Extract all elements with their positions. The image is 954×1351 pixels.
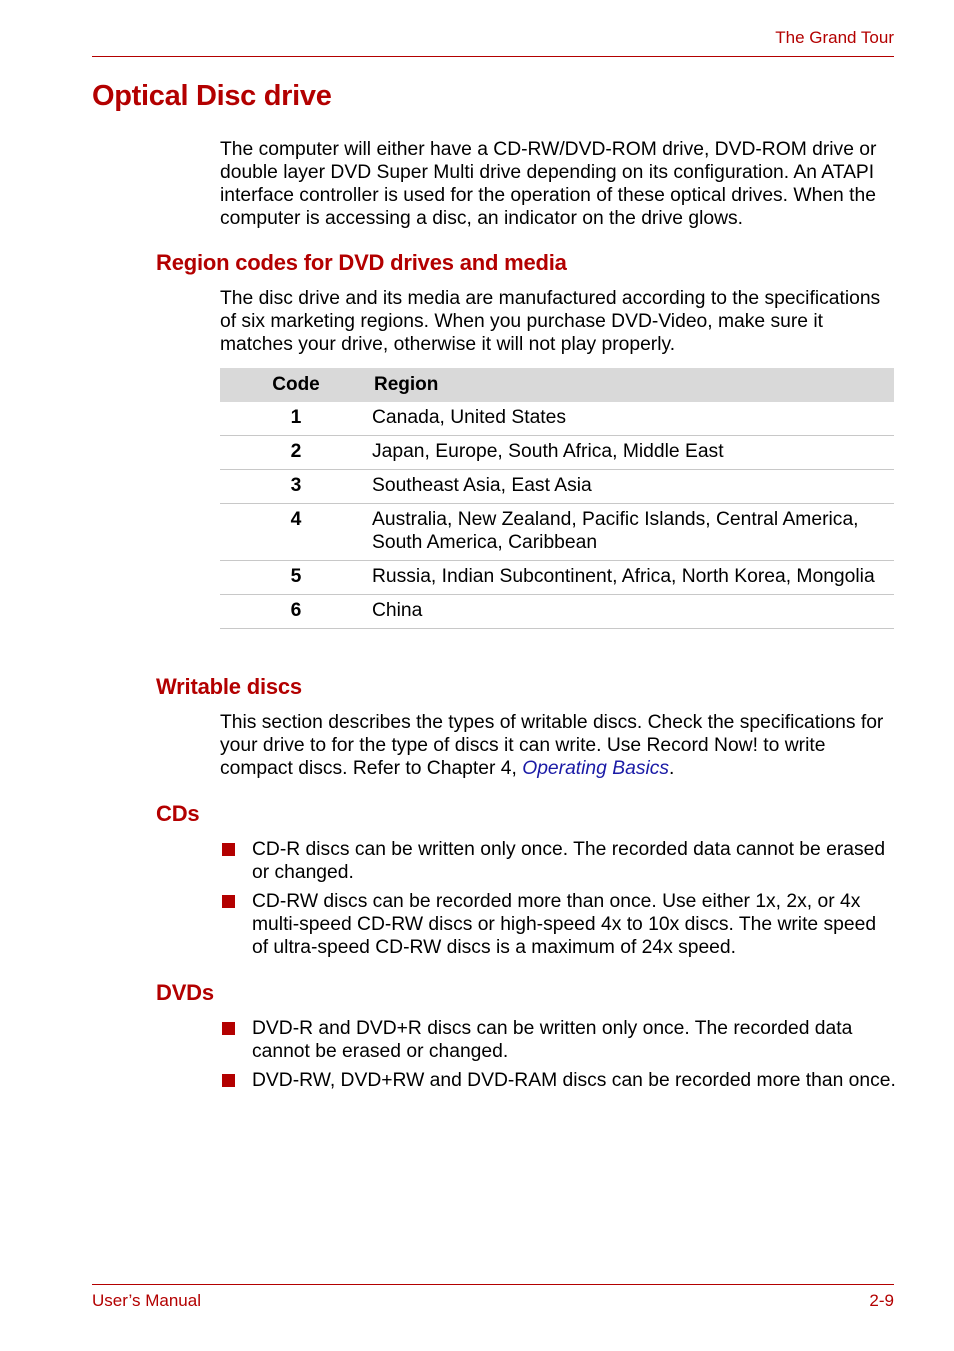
dvds-list: [220, 1017, 896, 1098]
bullet-square-icon: [222, 1022, 235, 1035]
list-item: [220, 1069, 896, 1092]
writable-discs-heading: Writable discs: [156, 674, 302, 699]
bullet-square-icon: [222, 1074, 235, 1087]
bullet-square-icon: [222, 843, 235, 856]
table-header-region: Region: [372, 368, 894, 402]
table-cell-code: 2: [220, 436, 372, 470]
table-cell-code: 4: [220, 504, 372, 561]
table-cell-region: Australia, New Zealand, Pacific Islands, Central America, South America, Caribbean: [372, 504, 894, 561]
table-cell-region: Russia, Indian Subcontinent, Africa, North Korea, Mongolia: [372, 561, 894, 595]
list-item: [220, 1017, 896, 1063]
table-cell-code: 3: [220, 470, 372, 504]
region-codes-paragraph: The disc drive and its media are manufactured according to the specifications of six marketing regions. When you purchase DVD-Video, make sure it matches your drive, otherwise it will not play properly.: [220, 288, 881, 355]
footer-manual-title: User’s Manual: [92, 1291, 201, 1310]
table-cell-code: 1: [220, 402, 372, 436]
list-item: [220, 890, 896, 959]
table-row: [220, 595, 894, 629]
page-number: 2-9: [869, 1291, 894, 1310]
table-header-row: [220, 368, 894, 402]
table-row: [220, 436, 894, 470]
table-cell-region: Japan, Europe, South Africa, Middle East: [372, 436, 894, 470]
running-header: The Grand Tour: [775, 28, 894, 47]
table-row: [220, 402, 894, 436]
table-row: [220, 504, 894, 561]
region-codes-heading: Region codes for DVD drives and media: [156, 250, 567, 275]
region-codes-table: [220, 368, 894, 629]
table-cell-region: Canada, United States: [372, 402, 894, 436]
page-title: Optical Disc drive: [92, 80, 332, 112]
bullet-square-icon: [222, 895, 235, 908]
writable-discs-text: This section describes the types of writable discs. Check the specifications for your drive to for the type of discs it can write. Use Record Now! to write compact discs. Refer to Chapter 4,: [220, 712, 884, 779]
table-row: [220, 561, 894, 595]
header-rule: [92, 56, 894, 57]
table-row: [220, 470, 894, 504]
list-item-text: CD-RW discs can be recorded more than once. Use either 1x, 2x, or 4x multi-speed CD-RW discs or high-speed 4x to 10x discs. The write speed of ultra-speed CD-RW discs is a maximum of 24x speed.: [252, 891, 877, 958]
cds-list: [220, 838, 896, 965]
list-item-text: DVD-R and DVD+R discs can be written only once. The recorded data cannot be erased or changed.: [252, 1018, 853, 1062]
writable-discs-suffix: .: [669, 758, 675, 779]
footer-rule: [92, 1284, 894, 1285]
writable-discs-paragraph: [220, 711, 896, 780]
list-item-text: CD-R discs can be written only once. The recorded data cannot be erased or changed.: [252, 839, 886, 883]
operating-basics-link[interactable]: Operating Basics: [522, 758, 670, 779]
list-item-text: DVD-RW, DVD+RW and DVD-RAM discs can be recorded more than once.: [252, 1070, 896, 1091]
cds-heading: CDs: [156, 801, 200, 826]
intro-paragraph: The computer will either have a CD-RW/DVD-ROM drive, DVD-ROM drive or double layer DVD Super Multi drive depending on its configuration. An ATAPI interface controller is used for the operation of these optical drives. When the computer is accessing a disc, an indicator on the drive glows.: [220, 139, 877, 229]
table-cell-region: China: [372, 595, 894, 629]
table-cell-code: 5: [220, 561, 372, 595]
table-cell-region: Southeast Asia, East Asia: [372, 470, 894, 504]
dvds-heading: DVDs: [156, 980, 214, 1005]
table-cell-code: 6: [220, 595, 372, 629]
list-item: [220, 838, 896, 884]
table-header-code: Code: [220, 368, 372, 402]
